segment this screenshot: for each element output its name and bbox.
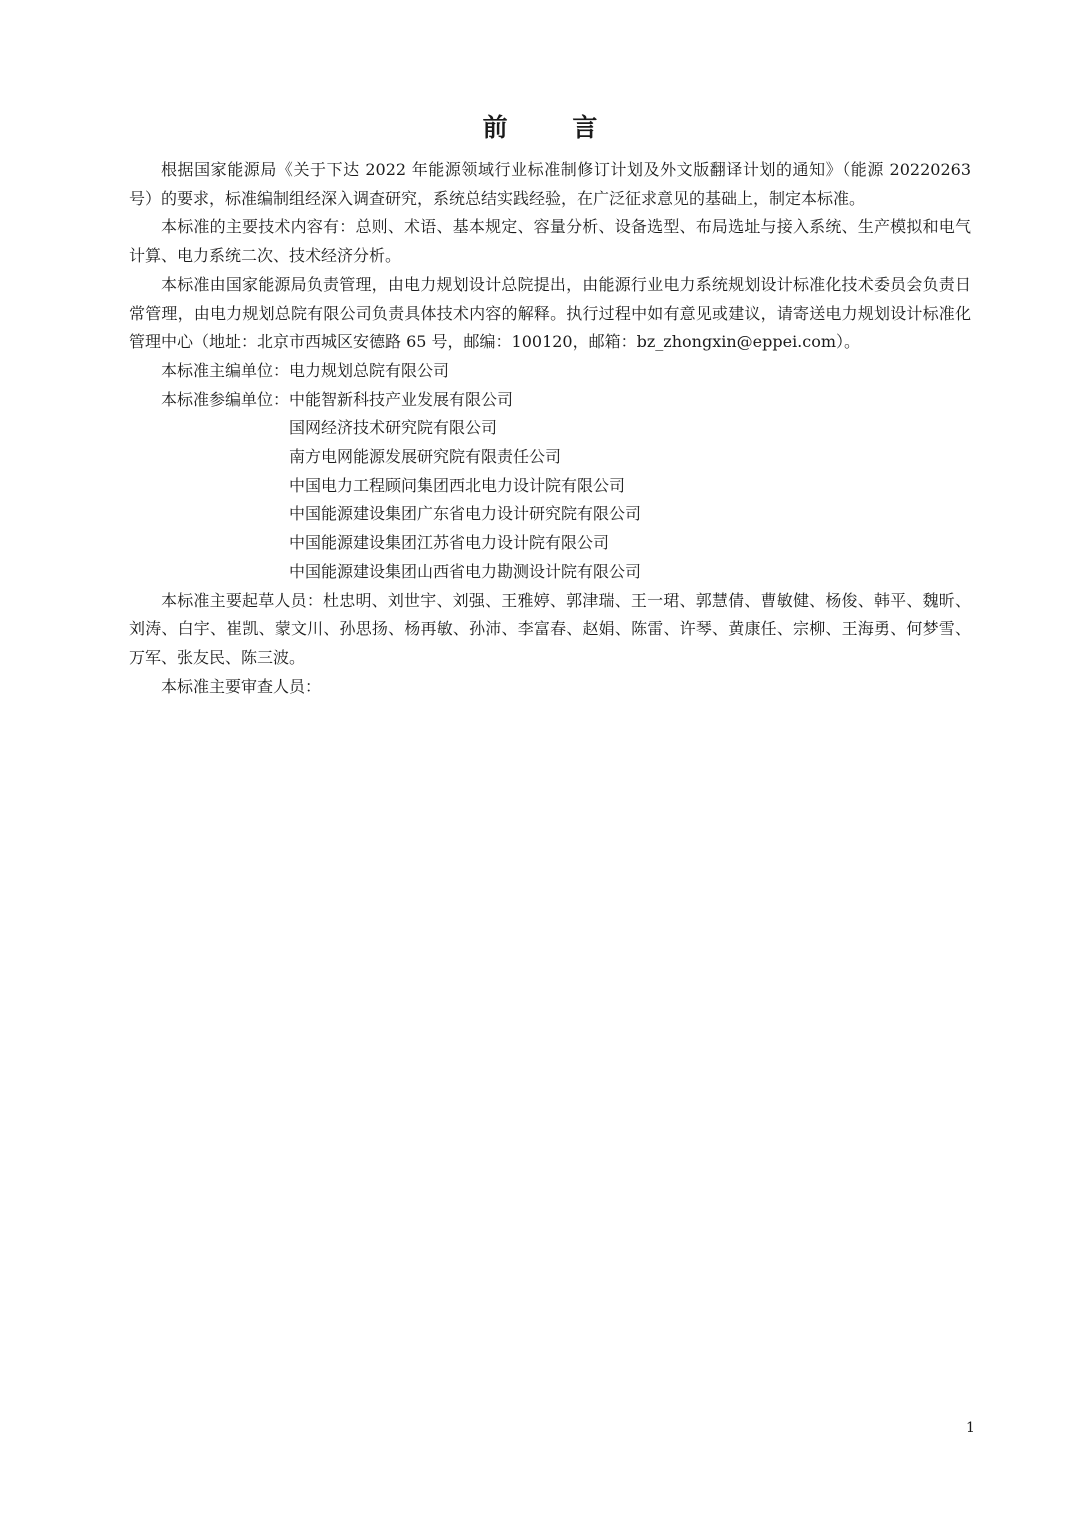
technical-content-paragraph: 本标准的主要技术内容有：总则、术语、基本规定、容量分析、设备选型、布局选址与接入系统、生产模拟和电气计算、电力系统二次、技术经济分析。 — [129, 217, 971, 266]
management-paragraph: 本标准由国家能源局负责管理，由电力规划设计总院提出，由能源行业电力系统规划设计标准化技术委员会负责日常管理，由电力规划总院有限公司负责具体技术内容的解释。执行过程中如有意见或建议，请寄送电力规划设计标准化管理中心（地址：北京市西城区安德路 65 号，邮编：100120，邮箱：bz_zhongxin@eppei.com）。 — [129, 274, 971, 352]
basis-paragraph: 根据国家能源局《关于下达 2022 年能源领域行业标准制修订计划及外文版翻译计划的通知》（能源 20220263 号）的要求，标准编制组经深入调查研究，系统总结实践经验，在广泛征求意见的基础上，制定本标准。 — [129, 160, 971, 208]
participating-units — [129, 386, 971, 587]
participating-unit: 中国电力工程顾问集团西北电力设计院有限公司 — [289, 475, 626, 495]
participating-units-list — [289, 386, 641, 587]
participating-unit: 中能智新科技产业发展有限公司 — [289, 389, 514, 409]
chief-editor-unit: 本标准主编单位：电力规划总院有限公司 — [161, 360, 450, 380]
reviewers-paragraph: 本标准主要审查人员： — [161, 676, 322, 696]
participating-unit: 国网经济技术研究院有限公司 — [289, 418, 498, 438]
participating-unit: 南方电网能源发展研究院有限责任公司 — [289, 447, 562, 467]
drafters-paragraph: 本标准主要起草人员：杜忠明、刘世宇、刘强、王雅婷、郭津瑞、王一珺、郭慧倩、曹敏健、杨俊、韩平、魏昕、刘涛、白宇、崔凯、蒙文川、孙思扬、杨再敏、孙沛、李富春、赵娟、陈雷、许琴、黄康任、宗柳、王海勇、何梦雪、万军、张友民、陈三波。 — [129, 590, 971, 667]
participating-units-label: 本标准参编单位： — [161, 389, 290, 409]
participating-unit: 中国能源建设集团广东省电力设计研究院有限公司 — [289, 504, 642, 524]
page-number: 1 — [966, 1420, 975, 1436]
participating-unit: 中国能源建设集团山西省电力勘测设计院有限公司 — [289, 561, 642, 581]
participating-unit: 中国能源建设集团江苏省电力设计院有限公司 — [289, 533, 610, 553]
page-title: 前 言 — [482, 113, 626, 142]
document-body — [129, 156, 971, 701]
